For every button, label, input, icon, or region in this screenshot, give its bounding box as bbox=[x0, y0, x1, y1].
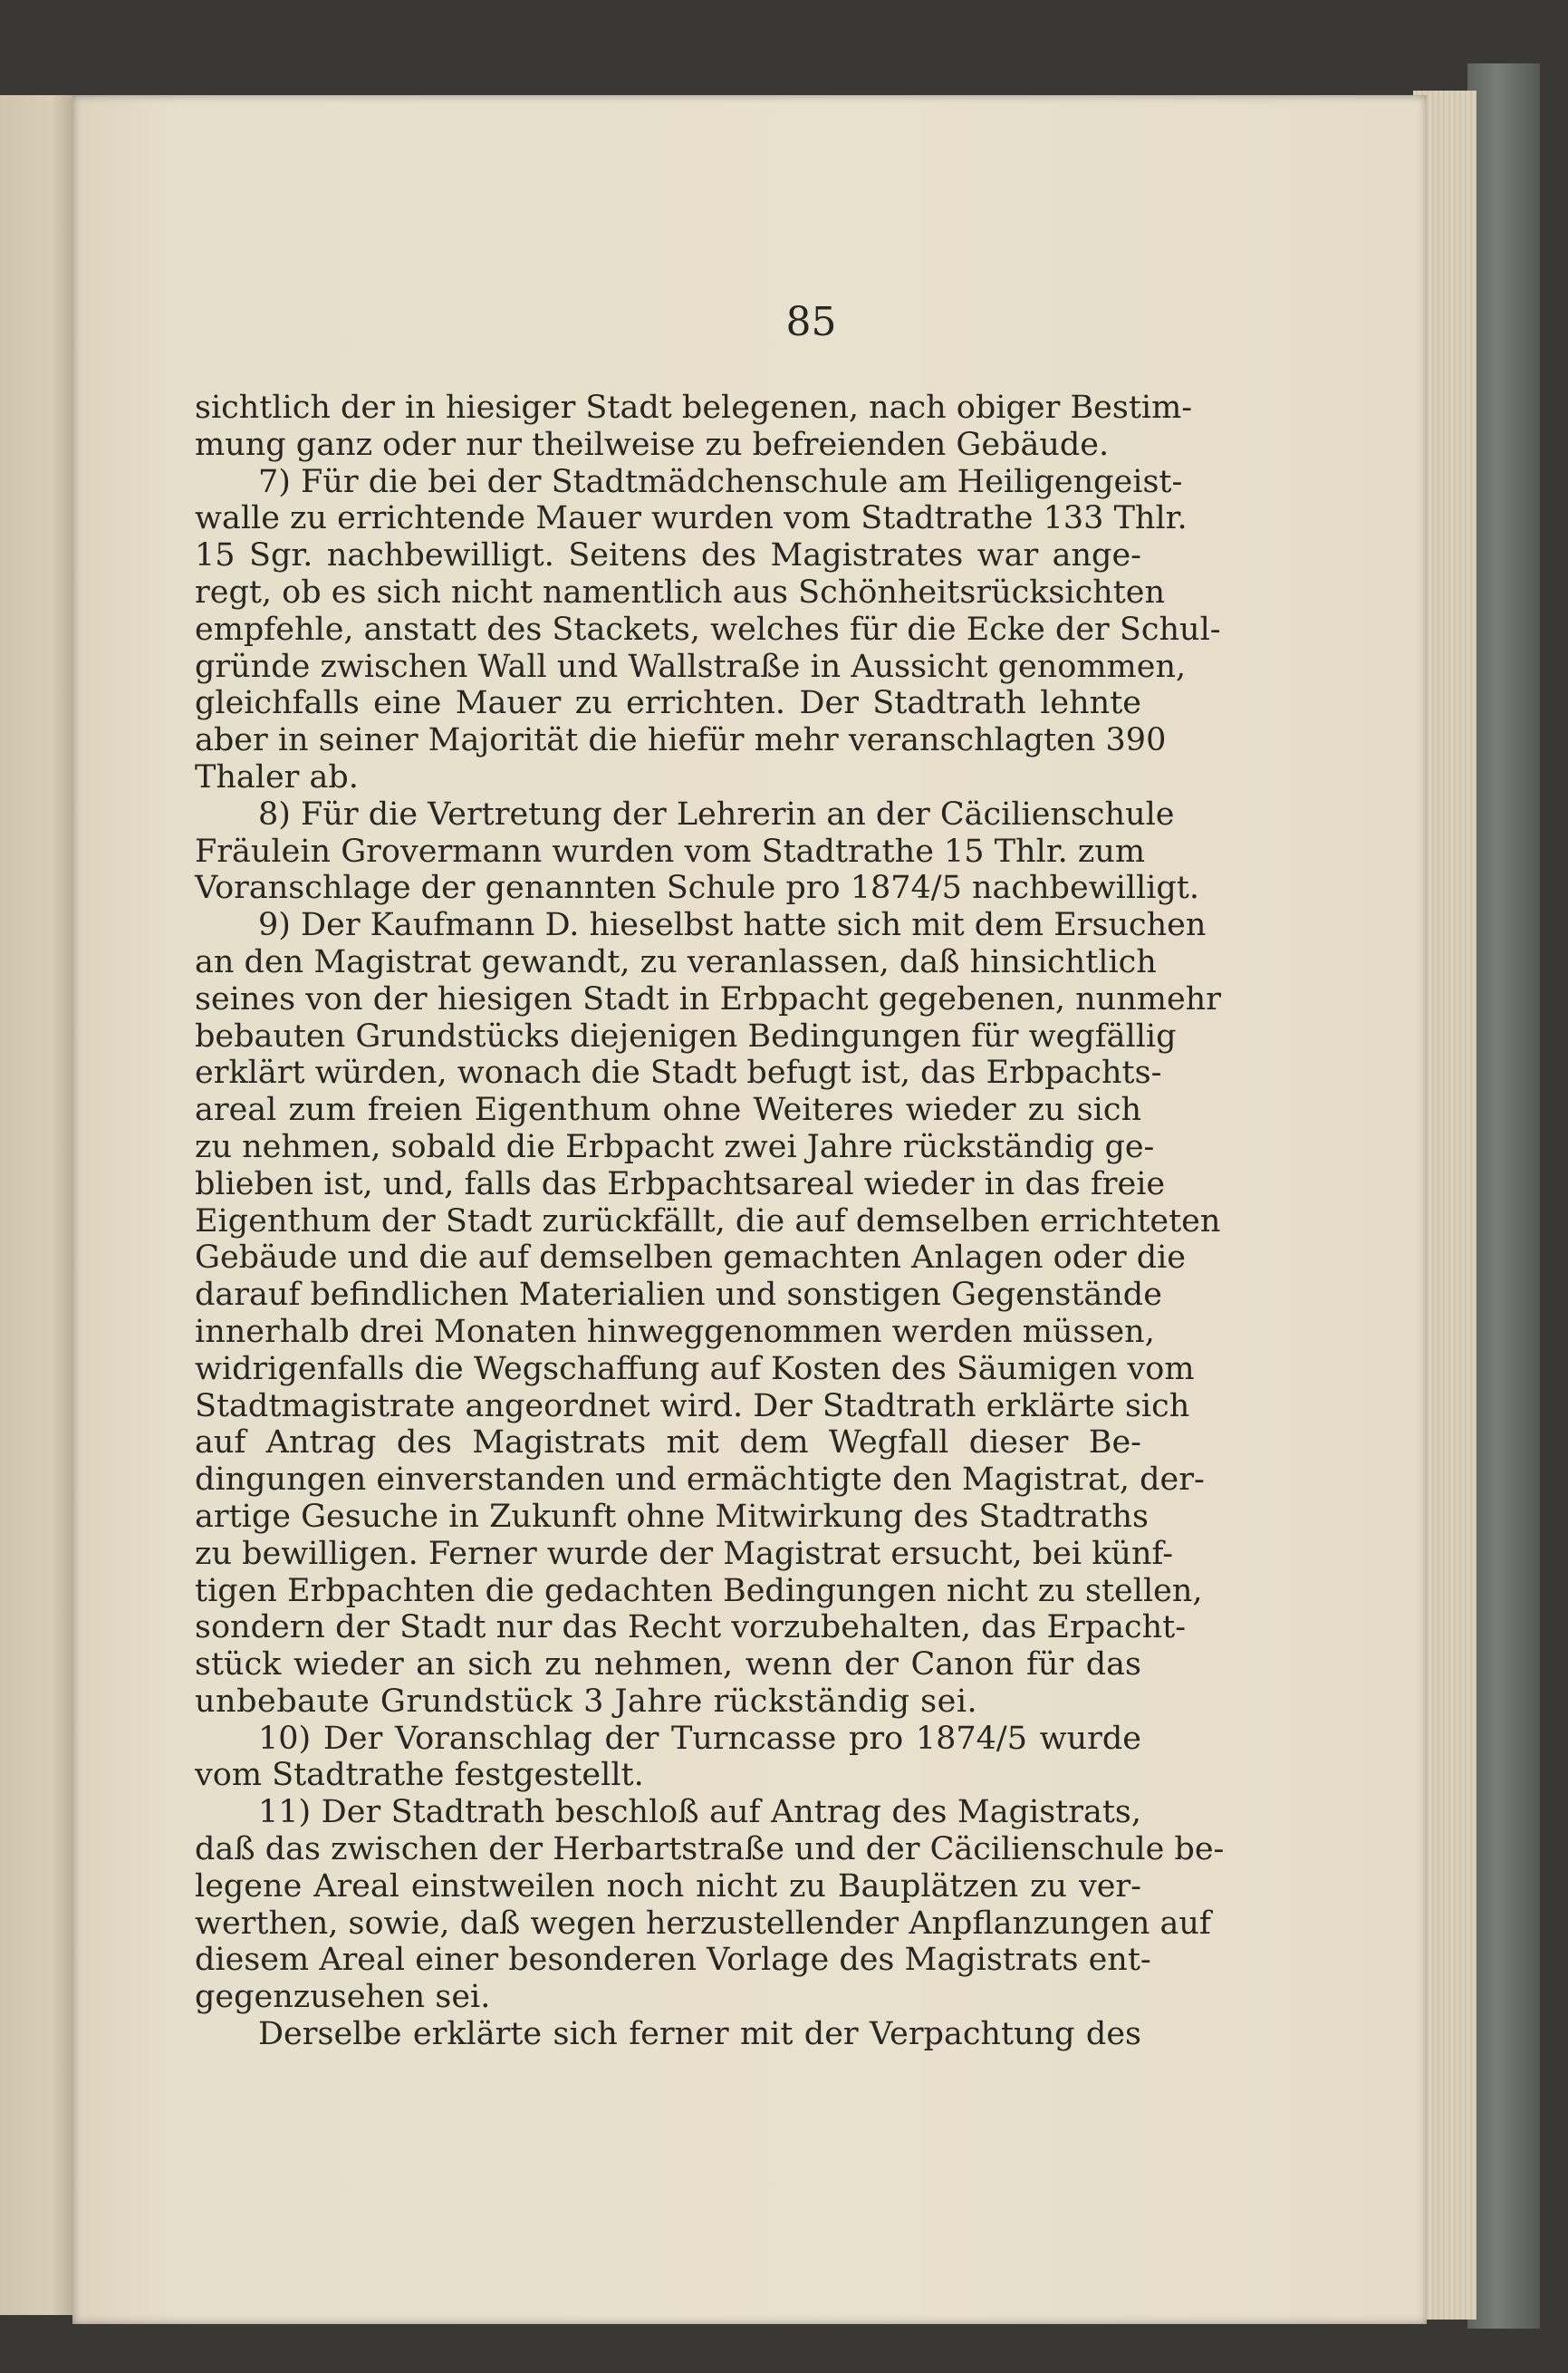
page-number: 85 bbox=[785, 299, 837, 345]
text-line: mung ganz oder nur theilweise zu befreienden Gebäude. bbox=[195, 426, 1110, 463]
text-line: aber in seiner Majorität die hiefür mehr veranschlagten 390 bbox=[195, 722, 1167, 759]
text-line: unbebaute Grundstück 3 Jahre rückständig sei. bbox=[195, 1683, 978, 1720]
text-line: darauf befindlichen Materialien und sonstigen Gegenstände bbox=[195, 1277, 1162, 1314]
text-line: widrigenfalls die Wegschaffung auf Kosten des Säumigen vom bbox=[195, 1350, 1195, 1387]
text-line: stück wieder an sich zu nehmen, wenn der Canon für das bbox=[195, 1646, 1141, 1683]
text-line: Fräulein Grovermann wurden vom Stadtrathe 15 Thlr. zum bbox=[195, 833, 1146, 870]
text-line: gleichfalls eine Mauer zu errichten. Der Stadtrath lehnte bbox=[195, 685, 1141, 722]
text-line: Eigenthum der Stadt zurückfällt, die auf demselben errichteten bbox=[195, 1202, 1221, 1240]
text-line: areal zum freien Eigenthum ohne Weiteres wieder zu sich bbox=[195, 1092, 1141, 1129]
text-line: empfehle, anstatt des Stackets, welches für die Ecke der Schul- bbox=[195, 611, 1221, 648]
text-line: auf Antrag des Magistrats mit dem Wegfall dieser Be- bbox=[195, 1424, 1141, 1461]
text-line: sichtlich der in hiesiger Stadt belegenen, nach obiger Bestim- bbox=[195, 390, 1193, 426]
text-line: artige Gesuche in Zukunft ohne Mitwirkung des Stadtraths bbox=[195, 1498, 1149, 1535]
text-line: werthen, sowie, daß wegen herzustellender Anpflanzungen auf bbox=[195, 1905, 1211, 1942]
text-line: 7) Für die bei der Stadtmädchenschule am Heiligengeist- bbox=[258, 463, 1183, 500]
text-line: dingungen einverstanden und ermächtigte den Magistrat, der- bbox=[195, 1461, 1205, 1499]
text-line: 15 Sgr. nachbewilligt. Seitens des Magistrates war ange- bbox=[195, 537, 1141, 574]
facing-page-edge bbox=[0, 95, 74, 2315]
body-text bbox=[195, 390, 1225, 2053]
text-line: innerhalb drei Monaten hinweggenommen werden müssen, bbox=[195, 1313, 1155, 1350]
text-line: Derselbe erklärte sich ferner mit der Verpachtung des bbox=[258, 2016, 1141, 2053]
text-line: gegenzusehen sei. bbox=[195, 1979, 491, 2016]
text-line: bebauten Grundstücks diejenigen Bedingungen für wegfällig bbox=[195, 1018, 1177, 1055]
text-line: diesem Areal einer besonderen Vorlage des Magistrats ent- bbox=[195, 1942, 1151, 1979]
text-line: daß das zwischen der Herbartstraße und der Cäcilienschule be- bbox=[195, 1831, 1225, 1868]
text-line: 11) Der Stadtrath beschloß auf Antrag des Magistrats, bbox=[258, 1794, 1141, 1831]
text-line: 8) Für die Vertretung der Lehrerin an der Cäcilienschule bbox=[258, 796, 1175, 833]
text-line: sondern der Stadt nur das Recht vorzubehalten, das Erpacht- bbox=[195, 1609, 1187, 1646]
text-line: seines von der hiesigen Stadt in Erbpacht gegebenen, nunmehr bbox=[195, 980, 1221, 1018]
book-cover-edge bbox=[1467, 63, 1540, 2329]
text-line: Stadtmagistrate angeordnet wird. Der Stadtrath erklärte sich bbox=[195, 1387, 1190, 1424]
text-line: tigen Erbpachten die gedachten Bedingungen nicht zu stellen, bbox=[195, 1572, 1203, 1609]
text-line: regt, ob es sich nicht namentlich aus Schönheitsrücksichten bbox=[195, 574, 1166, 611]
text-line: Thaler ab. bbox=[195, 758, 359, 796]
text-line: zu bewilligen. Ferner wurde der Magistrat ersucht, bei künf- bbox=[195, 1535, 1174, 1572]
text-line: zu nehmen, sobald die Erbpacht zwei Jahre rückständig ge- bbox=[195, 1128, 1155, 1165]
text-line: 9) Der Kaufmann D. hieselbst hatte sich mit dem Ersuchen bbox=[258, 907, 1207, 944]
text-line: Gebäude und die auf demselben gemachten Anlagen oder die bbox=[195, 1240, 1187, 1277]
text-line: 10) Der Voranschlag der Turncasse pro 1874/5 wurde bbox=[258, 1720, 1141, 1757]
text-line: legene Areal einstweilen noch nicht zu Bauplätzen zu ver- bbox=[195, 1867, 1141, 1905]
text-line: an den Magistrat gewandt, zu veranlassen, daß hinsichtlich bbox=[195, 943, 1157, 980]
text-line: gründe zwischen Wall und Wallstraße in Aussicht genommen, bbox=[195, 648, 1187, 685]
text-line: blieben ist, und, falls das Erbpachtsareal wieder in das freie bbox=[195, 1165, 1166, 1202]
text-line: erklärt würden, wonach die Stadt befugt ist, das Erbpachts- bbox=[195, 1055, 1162, 1092]
text-line: walle zu errichtende Mauer wurden vom Stadtrathe 133 Thlr. bbox=[195, 500, 1188, 537]
text-line: vom Stadtrathe festgestellt. bbox=[195, 1757, 644, 1794]
text-line: Voranschlage der genannten Schule pro 1874/5 nachbewilligt. bbox=[195, 870, 1199, 907]
